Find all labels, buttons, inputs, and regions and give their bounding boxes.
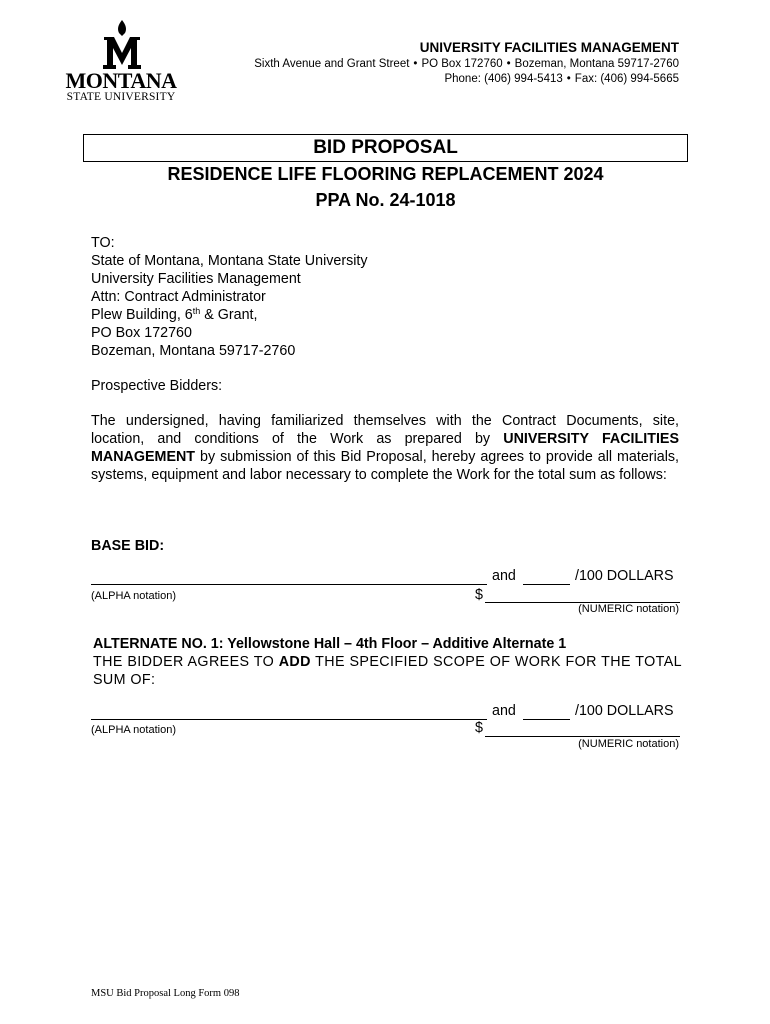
- address-line: Plew Building, 6th & Grant,: [91, 306, 258, 323]
- base-bid-alpha-field[interactable]: [91, 584, 487, 585]
- address-line: University Facilities Management: [91, 271, 301, 287]
- alt1-numeric-field[interactable]: [485, 736, 680, 737]
- address-line: PO Box 172760: [91, 325, 192, 341]
- base-bid-alpha-label: (ALPHA notation): [91, 590, 176, 602]
- base-bid-cents-field[interactable]: [523, 584, 570, 585]
- base-bid-numeric-label: (NUMERIC notation): [578, 603, 679, 615]
- address-to: TO:: [91, 235, 115, 251]
- salutation: Prospective Bidders:: [91, 378, 223, 394]
- alt1-and: and: [492, 703, 516, 719]
- msu-logo: [62, 20, 180, 104]
- document-title: BID PROPOSAL: [313, 137, 458, 158]
- alt1-dollar-sign: $: [475, 720, 483, 736]
- org-street: Sixth Avenue and Grant Street: [254, 58, 410, 70]
- msu-m-mark-icon: [102, 20, 142, 70]
- org-po-box: PO Box 172760: [421, 58, 503, 70]
- bullet-icon: •: [413, 58, 418, 70]
- alternate-1-text: THE BIDDER AGREES TO ADD THE SPECIFIED SCOPE OF WORK FOR THE TOTAL SUM OF:: [93, 654, 682, 688]
- alt1-numeric-label: (NUMERIC notation): [578, 738, 679, 750]
- base-bid-dollar-sign: $: [475, 587, 483, 603]
- alt1-dollars: /100 DOLLARS: [575, 703, 674, 719]
- base-bid-dollars: /100 DOLLARS: [575, 568, 674, 584]
- form-footer: MSU Bid Proposal Long Form 098: [91, 988, 240, 999]
- logo-wordmark: MONTANA: [65, 68, 177, 93]
- agreement-paragraph: The undersigned, having familiarized themselves with the Contract Documents, site, location, and conditions of the Work as prepared by UNIVERSITY FACILITIES MANAGEMENT by submission of this Bid Proposal, hereby agrees to provide all materials, systems, equipment and labor necessary to complete the Work for the total sum as follows:: [91, 413, 679, 483]
- base-bid-and: and: [492, 568, 516, 584]
- org-fax: Fax: (406) 994-5665: [574, 73, 679, 85]
- org-phone: Phone: (406) 994-5413: [444, 73, 563, 85]
- address-line: State of Montana, Montana State University: [91, 253, 368, 269]
- logo-subtitle: STATE UNIVERSITY: [66, 91, 176, 103]
- address-line: Bozeman, Montana 59717-2760: [91, 343, 296, 359]
- org-address: [254, 58, 679, 70]
- address-line: Attn: Contract Administrator: [91, 289, 266, 305]
- title-box: [83, 134, 688, 162]
- alt1-alpha-field[interactable]: [91, 719, 487, 720]
- org-name: UNIVERSITY FACILITIES MANAGEMENT: [419, 40, 679, 55]
- bullet-icon: •: [566, 73, 571, 85]
- ppa-number: PPA No. 24-1018: [315, 190, 456, 210]
- alternate-1-heading: ALTERNATE NO. 1: Yellowstone Hall – 4th Floor – Additive Alternate 1: [93, 636, 567, 652]
- recipient-address: [91, 234, 679, 360]
- bullet-icon: •: [506, 58, 511, 70]
- project-title: RESIDENCE LIFE FLOORING REPLACEMENT 2024: [167, 164, 604, 184]
- base-bid-heading: BASE BID:: [91, 538, 165, 554]
- org-contact: [444, 73, 679, 85]
- alt1-cents-field[interactable]: [523, 719, 570, 720]
- alt1-alpha-label: (ALPHA notation): [91, 724, 176, 736]
- org-city: Bozeman, Montana 59717-2760: [514, 58, 679, 70]
